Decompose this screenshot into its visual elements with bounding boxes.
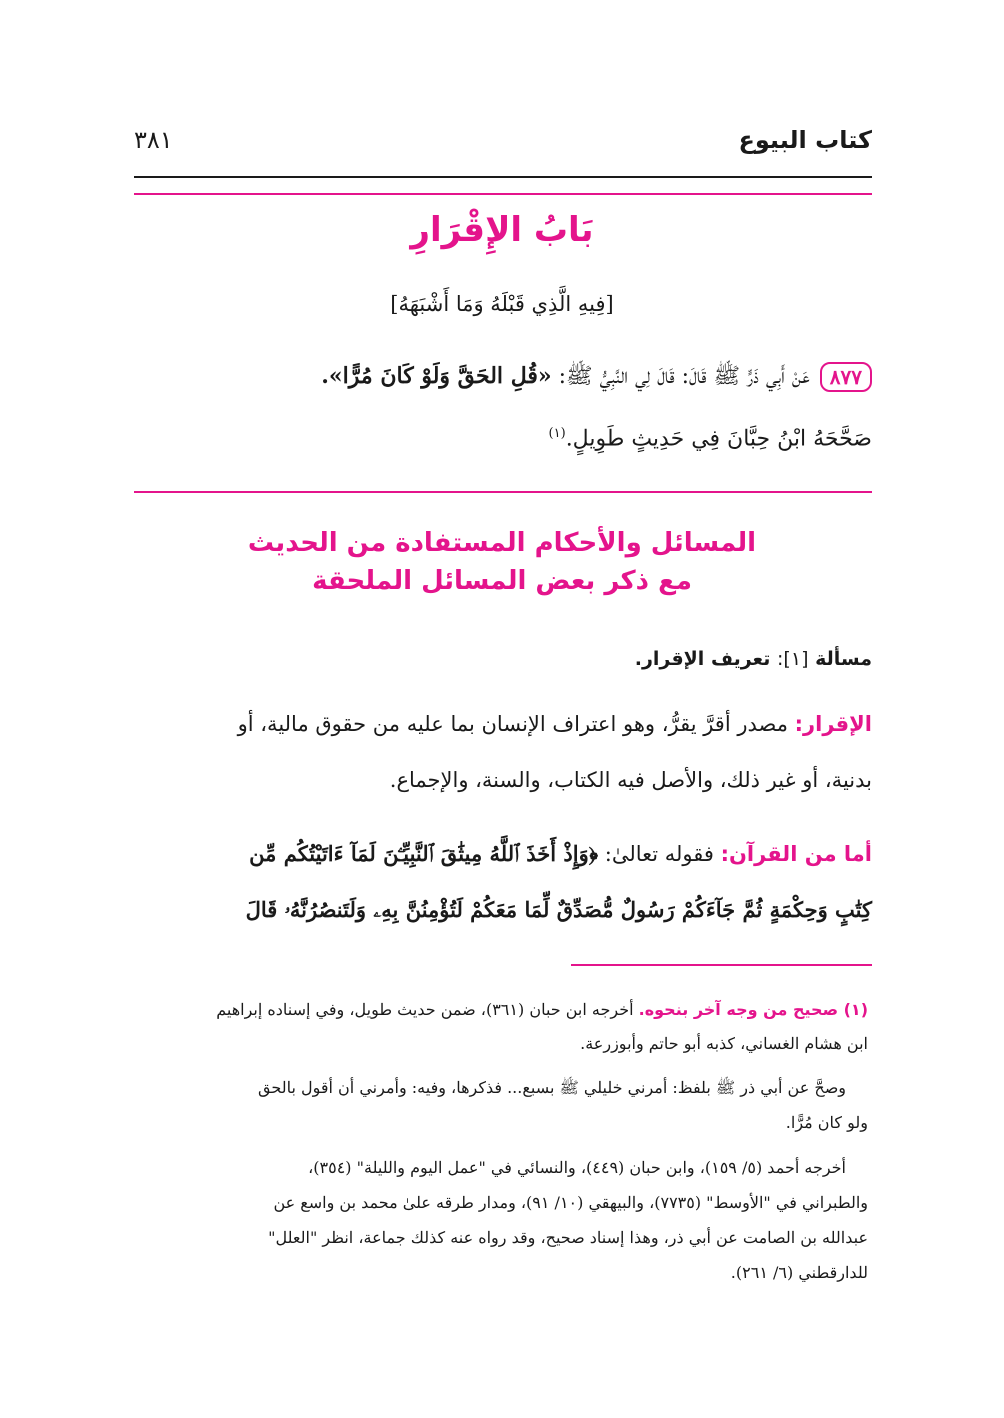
issue-title: تعريف الإقرار. [634, 648, 771, 670]
issue-heading [635, 648, 872, 670]
footnote-para-2-line-1: وصحَّ عن أبي ذر ﷺ بلفظ: أمرني خليلي ﷺ بسبع... فذكرها، وفيه: وأمرني أن أقول بالحق [258, 1078, 846, 1097]
hadith-grading: صَحَّحَهُ ابْنُ حِبَّانَ فِي حَدِيثٍ طَوِيلٍ. [565, 426, 872, 452]
footnote-para-3-line-3: عبدالله بن الصامت عن أبي ذر، وهذا إسناد صحيح، وقد رواه عنه كذلك جماعة، انظر "العلل" [268, 1228, 868, 1247]
section-title-line-2: مع ذكر بعض المسائل الملحقة [312, 566, 692, 596]
footnote-para-3-line-2: والطبراني في "الأوسط" (٧٧٣٥)، والبيهقي (١٠/ ٩١)، ومدار طرقه علىٰ محمد بن واسع عن [273, 1193, 868, 1212]
hadith-line-1 [132, 356, 872, 397]
hadith-divider [134, 491, 872, 493]
footnote-1-line-2: ابن هشام الغساني، كذبه أبو حاتم وأبوزرعة. [580, 1034, 868, 1053]
footnote-separator [571, 964, 872, 966]
header-rule-pink [134, 193, 872, 195]
section-title-line-1: المسائل والأحكام المستفادة من الحديث [247, 528, 757, 558]
chapter-title: بَابُ الإِقْرَارِ [410, 210, 594, 250]
header-rule-dark [134, 176, 872, 178]
quran-term: أما من القرآن: [720, 842, 872, 866]
footnote-para-3-line-1: أخرجه أحمد (٥/ ١٥٩)، وابن حبان (٤٤٩)، والنسائي في "عمل اليوم والليلة" (٣٥٤)، [308, 1158, 846, 1177]
definition-line-1 [132, 706, 872, 742]
hadith-line-2 [132, 414, 872, 459]
hadith-quote: «قُلِ الحَقَّ وَلَوْ كَانَ مُرًّا». [321, 363, 552, 389]
footnote-1-label: (١) صحيح من وجه آخر بنحوه. [638, 1000, 868, 1019]
footnote-1-text: أخرجه ابن حبان (٣٦١)، ضمن حديث طويل، وفي إسناده إبراهيم [216, 1000, 639, 1019]
quran-line-1 [132, 836, 872, 872]
definition-line-2: بدنية، أو غير ذلك، والأصل فيه الكتاب، والسنة، والإجماع. [389, 768, 872, 792]
footnote-para-2-line-2: ولو كان مُرًّا. [785, 1113, 868, 1132]
footnote-para-3-line-4: للدارقطني (٦/ ٢٦١). [730, 1263, 868, 1282]
quran-intro: فقوله تعالىٰ: [598, 842, 721, 866]
chapter-note: [فِيهِ الَّذِي قَبْلَهُ وَمَا أَشْبَهَهُ] [390, 292, 614, 316]
page-number: ٣٨١ [134, 126, 173, 154]
issue-label: مسألة [815, 648, 872, 670]
issue-number: [١]: [777, 648, 809, 670]
running-title: كتاب البيوع [738, 126, 872, 154]
footnote-1-line-1 [132, 997, 868, 1023]
quran-verse-1: ﴿وَإِذْ أَخَذَ ٱللَّهُ مِيثَٰقَ ٱلنَّبِيِّـۧنَ لَمَآ ءَاتَيْتُكُم مِّن [249, 841, 599, 866]
footnote-ref[interactable]: (١) [548, 426, 566, 441]
hadith-number: ٨٧٧ [820, 362, 872, 392]
definition-text-1: مصدر أقرَّ يقرُّ، وهو اعتراف الإنسان بما عليه من حقوق مالية، أو [237, 712, 795, 736]
quran-line-2: كِتَٰبٍ وَحِكْمَةٍ ثُمَّ جَآءَكُمْ رَسُولٌ مُّصَدِّقٌ لِّمَا مَعَكُمْ لَتُؤْمِنُنَّ بِهِۦ وَلَتَنصُرُنَّهُۥ قَالَ [245, 897, 872, 922]
definition-term: الإقرار: [794, 712, 872, 736]
hadith-intro: عَنْ أَبِي ذَرٍّ ﷺ قَالَ: قَالَ لِي النَّبِيُّ ﷺ: [551, 364, 810, 389]
